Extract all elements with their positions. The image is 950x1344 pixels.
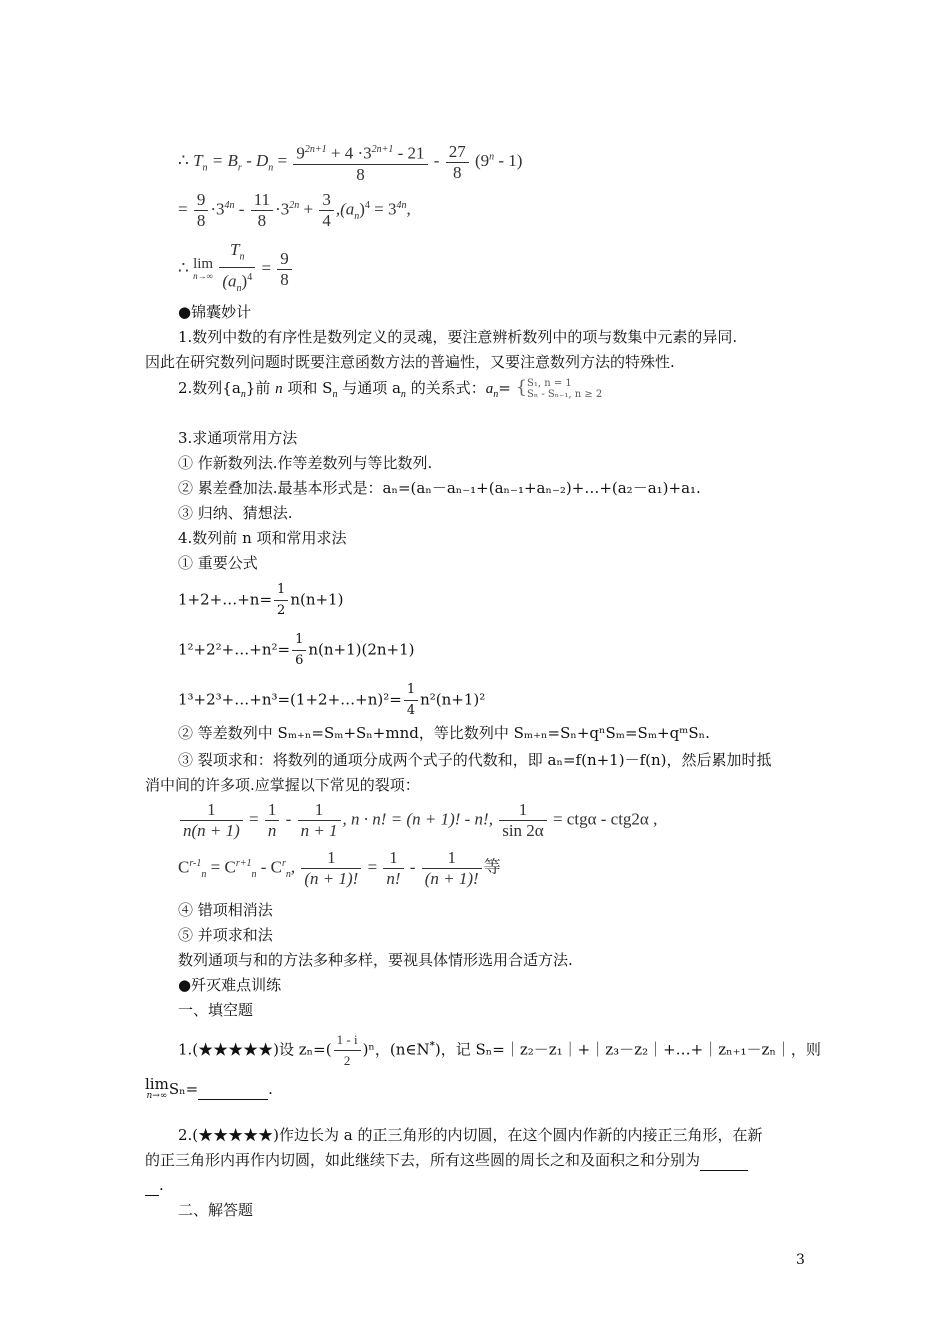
answer-blank[interactable] (198, 1079, 268, 1100)
fraction: $\frac{1}{6}$ (292, 630, 306, 671)
sum-method-3-line-1: ③ 裂项求和：将数列的通项分成两个式子的代数和，即 aₙ=f(n+1)－f(n)，然后累加时抵 (178, 751, 772, 769)
question-2-line-3: . (145, 1175, 164, 1196)
sum-method-1: ① 重要公式 (178, 554, 258, 572)
page-number: 3 (796, 1252, 805, 1268)
fraction: $\frac{1}{\sin 2\alpha}$ (499, 800, 547, 841)
question-1-limit: lim n→∞ Sₙ= . (145, 1075, 273, 1101)
paragraph-3: 3.求通项常用方法 (178, 429, 298, 447)
split-formulas-2: $C^{r-1}_n = C^{r+1}_n - C^r_n$, $\frac{1}{(n + 1)!}$ = $\frac{1}{n!}$ - $\frac{1}{(n + 1)!}$ 等 (178, 848, 501, 888)
sum-method-5: ⑤ 并项求和法 (178, 926, 273, 944)
equation-expand: = $\frac{9}{8}$ $\cdot 3^{4n}$ - $\frac{11}{8}$ $\cdot 3^{2n}$ + $\frac{3}{4}$ $,(a_n)^4 = 3^{4n}$, (178, 190, 411, 230)
paragraph-2: 2.数列$\{a_n\}$前 n 项和 $S_n$ 与通项 $a_n$ 的关系式：$a_n=$ { S₁, n = 1 Sₙ - Sₙ₋₁, n ≥ 2 (178, 377, 603, 400)
fraction: $\frac{1}{(n + 1)!}$ (422, 848, 482, 889)
equation-tn: ∴ $T_n = B_r - D_n$ = $\frac{9^{2n+1} + 4 \cdot 3^{2n+1} - 21}{8}$ - $\frac{27}{8}$ (9$^n$ - 1) (178, 141, 523, 184)
split-formulas-1: $\frac{1}{n(n + 1)}$ = $\frac{1}{n}$ - $\frac{1}{n + 1}$ , n · n! = (n + 1)! - n!, $\frac{1}{\sin 2\alpha}$ = ctgα - ctg2α , (178, 800, 657, 841)
paragraph-1-line-1: 1.数列中数的有序性是数列定义的灵魂，要注意辨析数列中的项与数集中元素的异同. (178, 328, 738, 346)
fraction: $\frac{3}{4}$ (319, 190, 334, 231)
answer-blank-continued[interactable] (145, 1175, 159, 1196)
sum-method-4: ④ 错项相消法 (178, 901, 273, 919)
sum-method-3-line-2: 消中间的许多项.应掌握以下常见的裂项： (145, 776, 420, 794)
fraction: $\frac{11}{8}$ (251, 190, 273, 231)
section-fill-in: 一、填空题 (178, 1001, 254, 1019)
piecewise-cases: S₁, n = 1 Sₙ - Sₙ₋₁, n ≥ 2 (527, 378, 603, 400)
equation-limit: ∴ lim n→∞ $\frac{T_n}{(a_n)^4}$ = $\frac{9}{8}$ (178, 240, 294, 299)
section-answers: 二、解答题 (178, 1201, 254, 1219)
question-2-line-1: 2.(★★★★★)作边长为 a 的正三角形的内切圆，在这个圆内作新的内接正三角形，在新 (178, 1126, 763, 1144)
method-3: ③ 归纳、猜想法. (178, 504, 293, 522)
therefore-symbol: ∴ (178, 151, 189, 171)
fraction: $\frac{9^{2n+1} + 4 \cdot 3^{2n+1} - 21}{8}$ (293, 140, 427, 185)
formula-sum-n: 1+2+…+n= $\frac{1}{2}$ n(n+1) (178, 580, 343, 621)
fraction: $\frac{27}{8}$ (446, 142, 469, 183)
fraction: $\frac{1}{n}$ (265, 800, 280, 841)
sum-method-2: ② 等差数列中 Sₘ₊ₙ=Sₘ+Sₙ+mnd，等比数列中 Sₘ₊ₙ=Sₙ+qⁿSₘ=Sₘ+qᵐSₙ. (178, 724, 710, 742)
paragraph-4: 4.数列前 n 项和常用求法 (178, 529, 347, 547)
answer-blank[interactable] (700, 1150, 748, 1171)
fraction: $\frac{1}{2}$ (274, 580, 288, 621)
formula-sum-n-squared: 1²+2²+…+n²= $\frac{1}{6}$ n(n+1)(2n+1) (178, 630, 415, 671)
fraction: $\frac{1}{n + 1}$ (298, 800, 341, 841)
section-heading-practice: ●歼灭难点训练 (178, 976, 282, 994)
fraction: $\frac{1}{4}$ (404, 680, 418, 721)
fraction: $\frac{T_n}{(a_n)^4}$ (219, 240, 255, 299)
fraction: $\frac{1 - i}{2}$ (334, 1030, 361, 1071)
method-2: ② 累差叠加法.最基本形式是：aₙ=(aₙ－aₙ₋₁+(aₙ₋₁+aₙ₋₂)+…+(a₂－a₁)+a₁. (178, 479, 701, 497)
question-2-line-2: 的正三角形内再作内切圆，如此继续下去，所有这些圆的周长之和及面积之和分别为 (145, 1150, 748, 1171)
limit-operator: lim n→∞ (193, 255, 214, 281)
fraction: $\frac{9}{8}$ (194, 190, 209, 231)
fraction: $\frac{1}{n!}$ (383, 848, 403, 889)
paragraph-1-line-2: 因此在研究数列问题时既要注意函数方法的普遍性，又要注意数列方法的特殊性. (145, 353, 675, 371)
method-1: ① 作新数列法.作等差数列与等比数列. (178, 454, 433, 472)
sum-methods-note: 数列通项与和的方法多种多样，要视具体情形选用合适方法. (178, 951, 573, 969)
fraction: $\frac{1}{(n + 1)!}$ (301, 848, 361, 889)
formula-sum-n-cubed: 1³+2³+…+n³=(1+2+…+n)²= $\frac{1}{4}$ n²(n+1)² (178, 680, 485, 721)
brace: { (515, 377, 528, 398)
question-1: 1.(★★★★★)设 zₙ=( $\frac{1 - i}{2}$ )ⁿ，(n∈N*)，记 Sₙ=｜z₂－z₁｜+｜z₃－z₂｜+…+｜zₙ₊₁－zₙ｜，则 (178, 1030, 821, 1071)
section-heading-tips: ●锦囊妙计 (178, 303, 252, 321)
fraction: $\frac{1}{n(n + 1)}$ (180, 800, 243, 841)
fraction: $\frac{9}{8}$ (277, 249, 292, 290)
limit-operator: lim n→∞ (145, 1075, 169, 1101)
